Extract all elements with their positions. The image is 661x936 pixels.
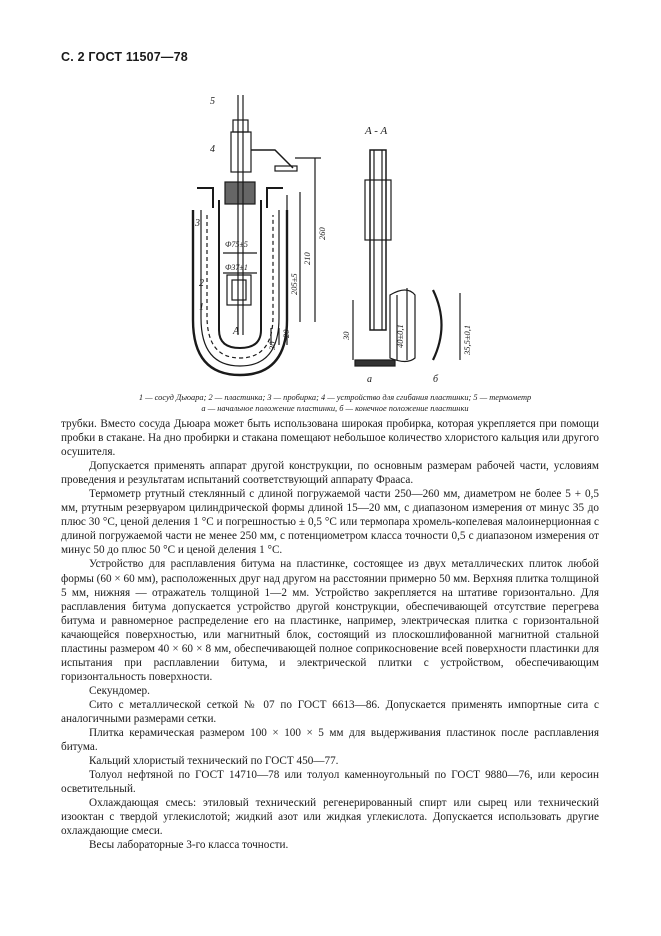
page-header: С. 2 ГОСТ 11507—78 [61, 50, 188, 64]
paragraph: Допускается применять аппарат другой конструкции, по основным размерам рабочей части, условиям проведения и результатам испытаний соответствующий аппарату Фрааса. [61, 460, 599, 487]
bending-device-handle [251, 150, 293, 168]
label-3: 3 [195, 218, 200, 229]
dim-260: 260 [317, 227, 327, 240]
dim-20: 20 [281, 329, 291, 338]
dim-205: 205±5 [289, 273, 299, 295]
paragraph: Секундомер. [89, 684, 150, 697]
label-sub-a: а [367, 374, 372, 385]
paragraph: Кальций хлористый технический по ГОСТ 450—77. [89, 755, 339, 768]
dim-30: 30 [267, 341, 277, 350]
label-1: 1 [199, 302, 204, 313]
dim-s40: 40±0,1 [395, 324, 405, 348]
label-4: 4 [210, 144, 215, 155]
dim-210: 210 [302, 252, 312, 265]
test-tube [219, 200, 261, 348]
body-text [61, 417, 599, 852]
label-2: 2 [199, 278, 204, 289]
stopper [225, 182, 255, 204]
paragraph: Термометр ртутный стеклянный с длиной погружаемой части 250—260 мм, диаметром не более 5 + 0,5 мм, ртутным резервуаром цилиндрической формы длиной 15—20 мм, с диапазоном измерения от минус 35 до плюс 30 °С, ценой деления 1 °С и погрешностью ± 0,5 °С или термопара хромель-копелевая малоинерционная с длиной погружаемой части не менее 250 мм, с потенциометром класса точности 0,5 с диапазоном измерения от минус 50 до плюс 50 °С и ценой деления 1 °С. [61, 488, 599, 557]
paragraph: Весы лабораторные 3-го класса точности. [89, 839, 289, 852]
label-d2: Ф37±1 [225, 263, 248, 272]
plate-final [433, 290, 442, 360]
apparatus-figure [175, 90, 515, 385]
label-sub-b: б [433, 374, 439, 385]
paragraph: трубки. Вместо сосуда Дьюара может быть использована широкая пробирка, которая укрепляется при помощи пробки в стакане. На дно пробирки и стакана помещают небольшое количество хлористого кальция или другого осушителя. [61, 418, 599, 459]
label-d1: Ф75±5 [225, 240, 248, 249]
paragraph: Толуол нефтяной по ГОСТ 14710—78 или толуол каменноугольный по ГОСТ 9880—76, или керосин осветительный. [61, 769, 599, 796]
caption-line-2: а — начальное положение пластинки, б — конечное положение пластинки [201, 404, 469, 413]
paragraph: Сито с металлической сеткой № 07 по ГОСТ 6613—86. Допускается применять импортные сита с аналогичными размерами сетки. [61, 698, 599, 725]
paragraph: Плитка керамическая размером 100 × 100 × 5 мм для выдерживания пластинок после расплавления битума. [61, 727, 599, 754]
dim-s355: 35,5±0,1 [462, 324, 472, 355]
label-5: 5 [210, 96, 215, 107]
figure-caption [100, 392, 570, 414]
plate [232, 280, 246, 300]
paragraph: Охлаждающая смесь: этиловый технический регенерированный спирт или сырец или технический изооктан с твердой углекислотой; жидкий азот или жидкая углекислота. Допускается использовать другие охлаждающие смеси. [61, 797, 599, 838]
caption-line-1: 1 — сосуд Дьюара; 2 — пластинка; 3 — пробирка; 4 — устройство для сгибания пластинки; 5 — термометр [138, 393, 532, 402]
section-label: A - A [365, 125, 388, 137]
label-a-marker: A [233, 326, 240, 337]
dim-s30: 30 [341, 331, 351, 340]
paragraph: Устройство для расплавления битума на пластинке, состоящее из двух металлических плиток любой формы (60 × 60 мм), расположенных друг над другом на расстоянии примерно 50 мм. Верхняя плитка толщиной 5 мм, нижняя — отражатель толщиной 1—2 мм. Устройство закрепляется на штативе горизонтально. Для расплавления битума допускается устройство другой конструкции, обеспечивающей отсутствие перегрева битума и равномерное распределение его на пластинке, например, электрическая плитка с горизонтальной качающейся поверхностью, или магнитный блок, состоящий из плоскошлифованной магнитной стальной пластины размером 40 × 60 × 8 мм, обеспечивающей полное соприкосновение всей поверхности пластинки для испытания при расплавлении битума, и электрической плитки с устройством, обеспечивающим горизонтальность поверхности. [61, 558, 599, 683]
